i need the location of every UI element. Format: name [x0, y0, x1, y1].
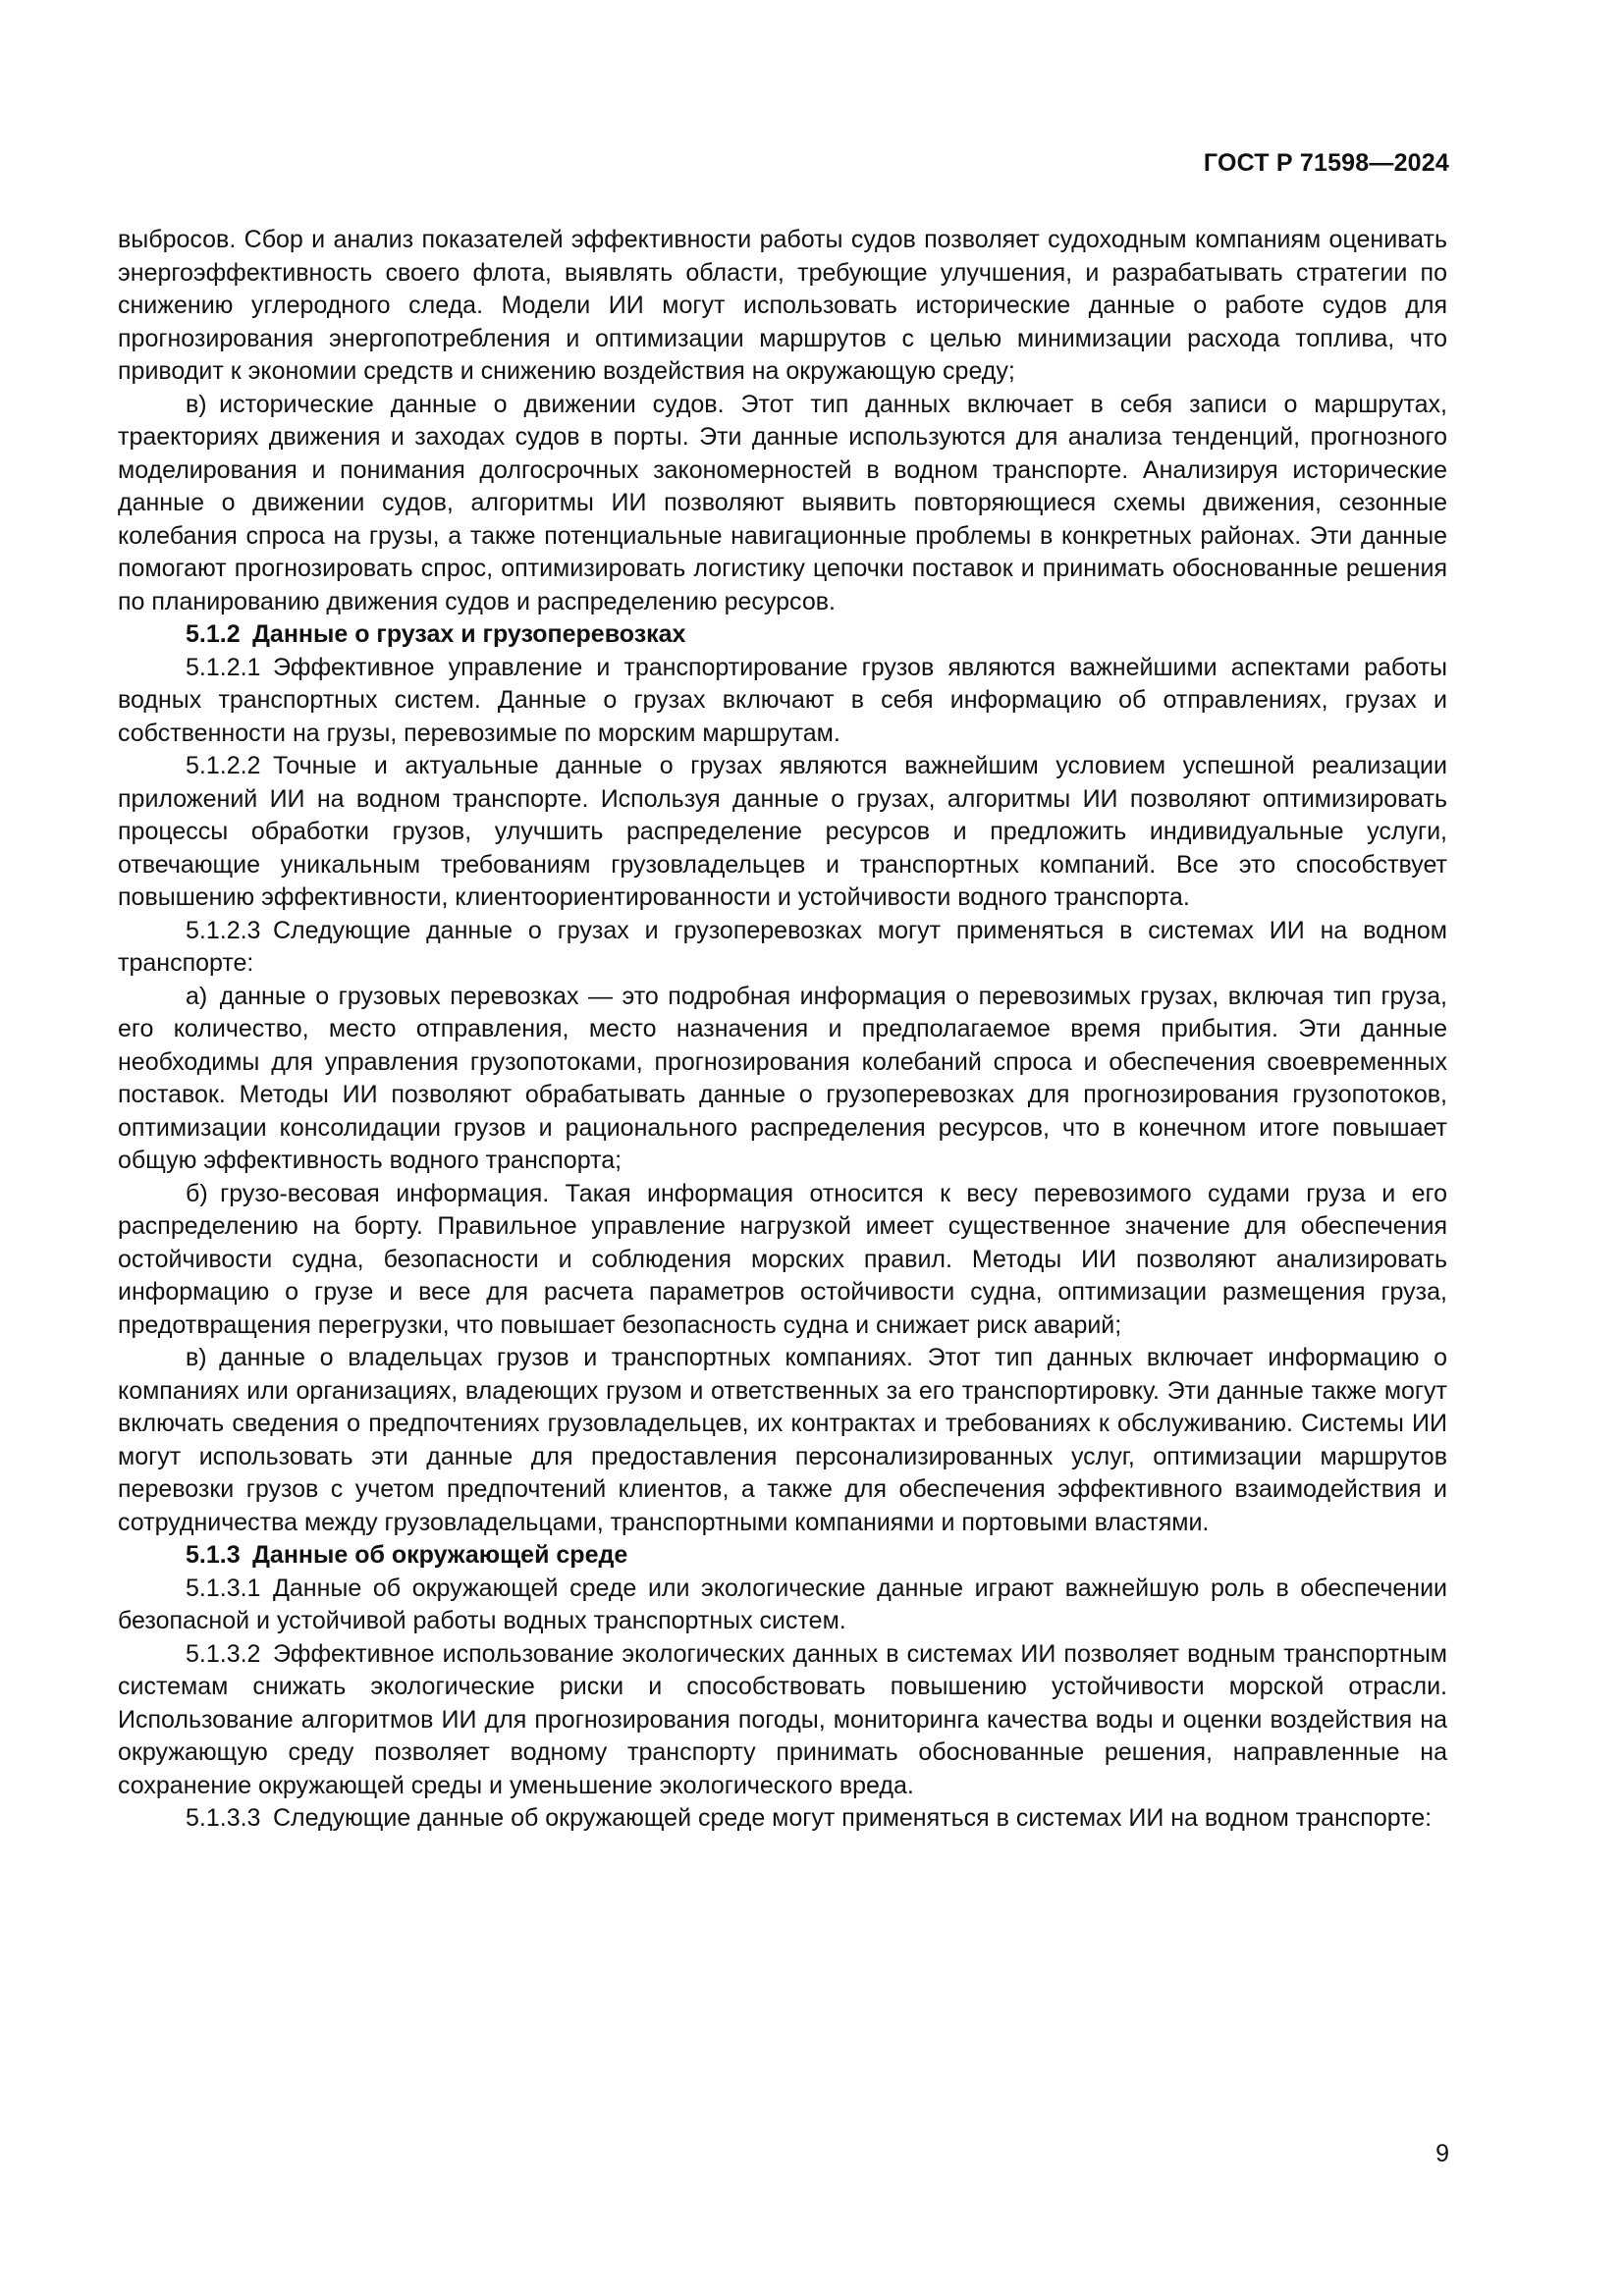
section-heading-5-1-2: 5.1.2 Данные о грузах и грузоперевозках — [186, 620, 686, 648]
list-item-cargo-owners: в) данные о владельцах грузов и транспортных компаниях. Этот тип данных включает информацию о компаниях или организациях, владеющих грузом и ответственных за его транспортировку. Эти данные также могут включать сведения о предпочтениях грузовладельцев, их контрактах и требованиях к обслуживанию. Системы ИИ могут использовать эти данные для предоставления персонализированных услуг, оптимизации маршрутов перевозки грузов с учетом предпочтений клиентов, а также для обеспечения эффективного взаимодействия и сотрудничества между грузовладельцами, транспортными компаниями и портовыми властями. — [118, 1344, 1447, 1536]
document-body — [118, 224, 1447, 1836]
paragraph-continuation: выбросов. Сбор и анализ показателей эффективности работы судов позволяет судоходным компаниям оценивать энергоэффективность своего флота, выявлять области, требующие улучшения, и разрабатывать стратегии по снижению углеродного следа. Модели ИИ могут использовать исторические данные о работе судов для прогнозирования энергопотребления и оптимизации маршрутов с целью минимизации расхода топлива, что приводит к экономии средств и снижению воздействия на окружающую среду; — [118, 226, 1447, 385]
list-item-cargo-shipments: а) данные о грузовых перевозках — это подробная информация о перевозимых грузах, включая тип груза, его количество, место отправления, место назначения и предполагаемое время прибытия. Эти данные необходимы для управления грузопотоками, прогнозирования колебаний спроса и обеспечения своевременных поставок. Методы ИИ позволяют обрабатывать данные о грузоперевозках для прогнозирования грузопотоков, оптимизации консолидации грузов и рационального распределения ресурсов, что в конечном итоге повышает общую эффективность водного транспорта; — [118, 982, 1447, 1174]
list-item-historical-movement: в) исторические данные о движении судов. Этот тип данных включает в себя записи о маршрутах, траекториях движения и заходах судов в порты. Эти данные используются для анализа тенденций, прогнозного моделирования и понимания долгосрочных закономерностей в водном транспорте. Анализируя исторические данные о движении судов, алгоритмы ИИ позволяют выявить повторяющиеся схемы движения, сезонные колебания спроса на грузы, а также потенциальные навигационные проблемы в конкретных районах. Эти данные помогают прогнозировать спрос, оптимизировать логистику цепочки поставок и принимать обоснованные решения по планированию движения судов и распределению ресурсов. — [118, 390, 1447, 615]
standard-designation: ГОСТ Р 71598—2024 — [1203, 149, 1449, 177]
section-heading-5-1-3: 5.1.3 Данные об окружающей среде — [186, 1541, 628, 1569]
clause-5-1-3-2: 5.1.3.2 Эффективное использование экологических данных в системах ИИ позволяет водным транспортным системам снижать экологические риски и способствовать повышению устойчивости морской отрасли. Использование алгоритмов ИИ для прогнозирования погоды, мониторинга качества воды и оценки воздействия на окружающую среду позволяет водному транспорту принимать обоснованные решения, направленные на сохранение окружающей среды и уменьшение экологического вреда. — [118, 1639, 1447, 1799]
clause-5-1-3-3: 5.1.3.3 Следующие данные об окружающей среде могут применяться в системах ИИ на водном транспорте: — [186, 1804, 1433, 1832]
page-number: 9 — [1435, 2140, 1449, 2167]
list-item-cargo-weight: б) грузо-весовая информация. Такая информация относится к весу перевозимого судами груза и его распределению на борту. Правильное управление нагрузкой имеет существенное значение для обеспечения остойчивости судна, безопасности и соблюдения морских правил. Методы ИИ позволяют анализировать информацию о грузе и весе для расчета параметров остойчивости судна, оптимизации размещения груза, предотвращения перегрузки, что повышает безопасность судна и снижает риск аварий; — [118, 1179, 1447, 1339]
clause-5-1-2-2: 5.1.2.2 Точные и актуальные данные о грузах являются важнейшим условием успешной реализации приложений ИИ на водном транспорте. Используя данные о грузах, алгоритмы ИИ позволяют оптимизировать процессы обработки грузов, улучшить распределение ресурсов и предложить индивидуальные услуги, отвечающие уникальным требованиям грузовладельцев и транспортных компаний. Все это способствует повышению эффективности, клиентоориентированности и устойчивости водного транспорта. — [118, 752, 1447, 911]
clause-5-1-2-3: 5.1.2.3 Следующие данные о грузах и грузоперевозках могут применяться в системах ИИ на водном транспорте: — [118, 916, 1447, 977]
clause-5-1-3-1: 5.1.3.1 Данные об окружающей среде или экологические данные играют важнейшую роль в обеспечении безопасной и устойчивой работы водных транспортных систем. — [118, 1574, 1447, 1634]
clause-5-1-2-1: 5.1.2.1 Эффективное управление и транспортирование грузов являются важнейшими аспектами работы водных транспортных систем. Данные о грузах включают в себя информацию об отправлениях, грузах и собственности на грузы, перевозимые по морским маршрутам. — [118, 653, 1447, 747]
